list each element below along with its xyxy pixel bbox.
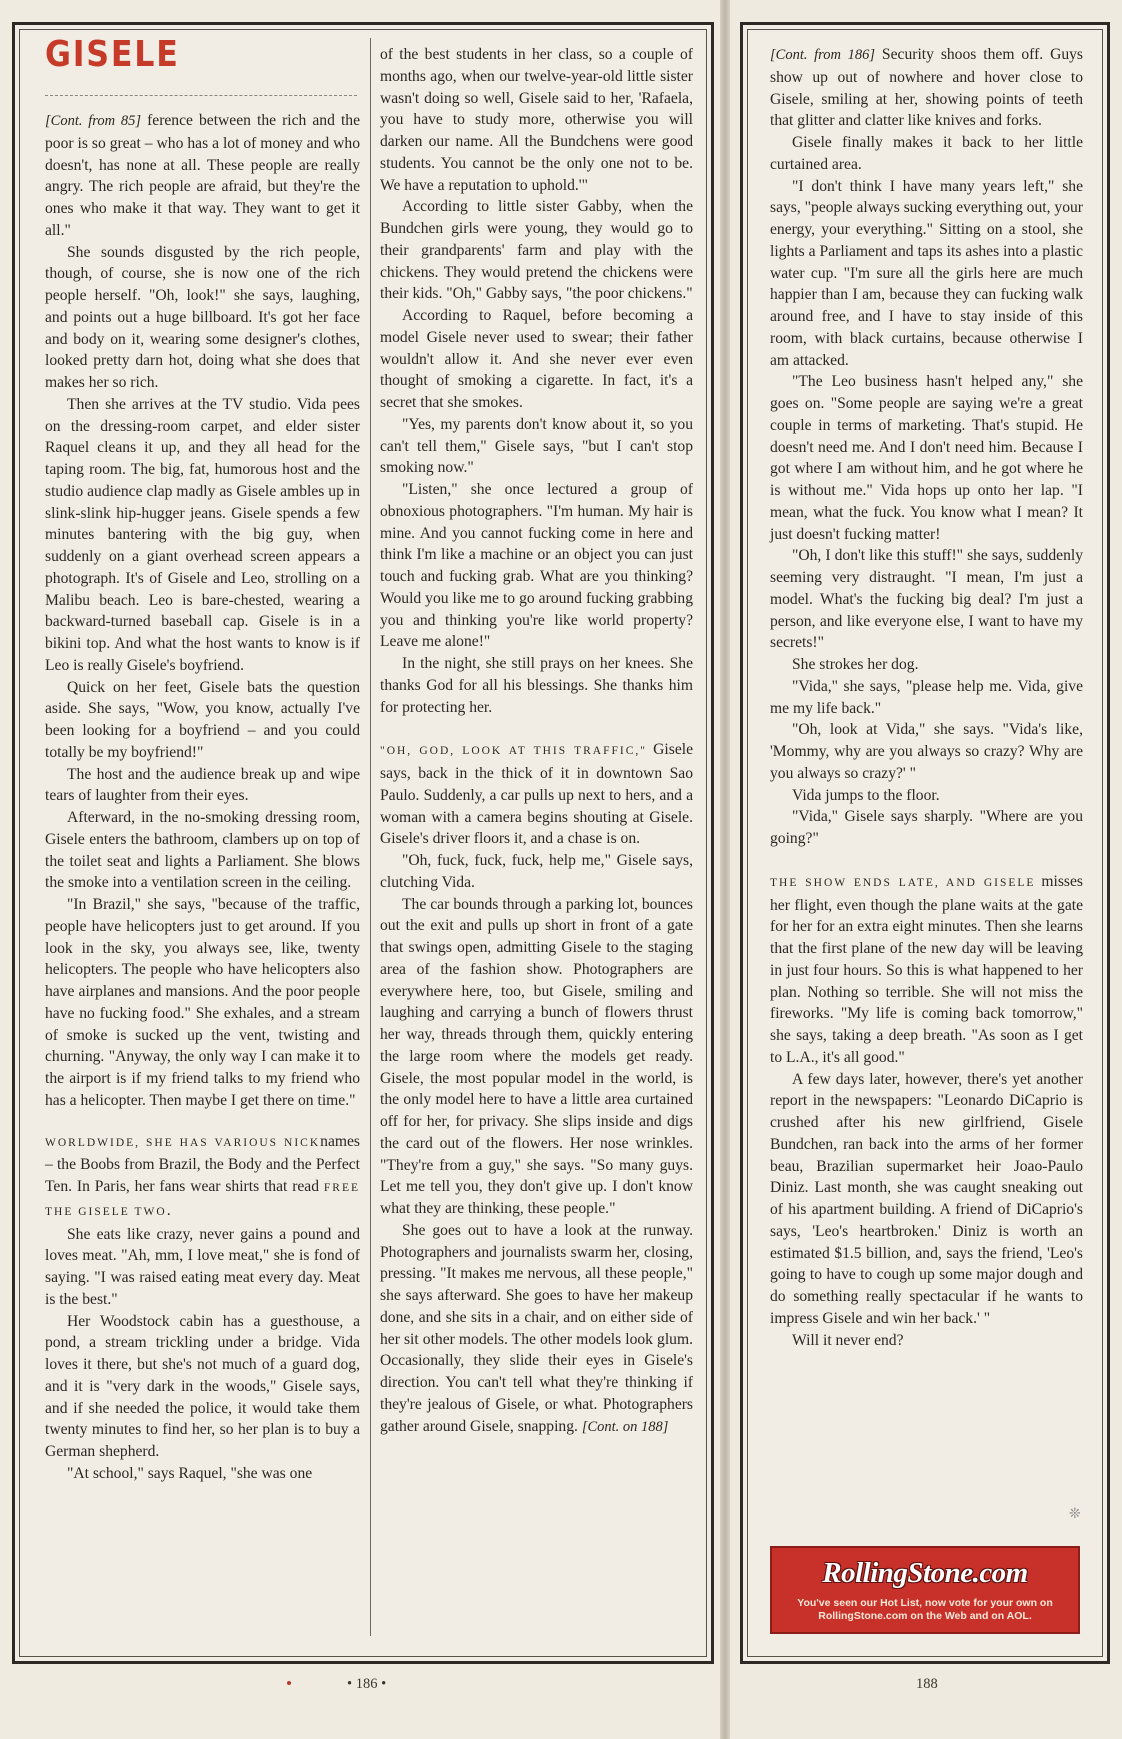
paragraph: According to Raquel, before becoming a model Gisele never used to swear; their father wouldn't allow it. And she never ever even thought of smoking a cigarette. In fact, it's a secret that she smokes. — [380, 307, 693, 411]
continued-from-ref: [Cont. from 85] — [45, 113, 142, 129]
paragraph: Will it never end? — [792, 1331, 904, 1349]
rollingstone-logo: RollingStone.com — [822, 1557, 1028, 1589]
paragraph-text: Gisele says, back in the thick of it in downtown Sao Paulo. Suddenly, a car pulls up next to hers, and a woman with a camera begins shouting at Gisele. Gisele's driver floors it, and a chase is on. — [380, 741, 693, 848]
paragraph: "Oh, look at Vida," she says. "Vida's like, 'Mommy, why are you always so crazy? Why are you always so crazy?' " — [770, 721, 1083, 782]
shirt-slogan: FREE THE GISELE TWO — [45, 1182, 360, 1218]
continued-on-ref: [Cont. on 188] — [581, 1418, 669, 1435]
paragraph: The car bounds through a parking lot, bounces out the exit and pulls up short in front of a gate that swings open, admitting Gisele to the staging area of the fashion show. Photographers are everywhere here, too, but Gisele, smiling and laughing and carrying a bunch of flowers thrust her way, threads through them, quickly entering the large room where the models get ready. Gisele, the most popular model in the world, is the only model here to have a little area curtained off for her, for privacy. She slips inside and digs the card out of the flowers. Her nose wrinkles. "They're from a guy," she says. "So many guys. Let me tell you, they don't give up. I don't know what they are thinking, these people." — [380, 895, 693, 1217]
paragraph: She strokes her dog. — [792, 656, 919, 673]
paragraph: "Oh, fuck, fuck, fuck, help me," Gisele says, clutching Vida. — [380, 852, 693, 891]
paragraph: of the best students in her class, so a couple of months ago, when our twelve-year-old little sister wasn't doing so well, Gisele said to her, 'Rafaela, you have to study more, otherwise you will darken our name. All the Bundchens were good students. You cannot be the only one not to be. We have a reputation to uphold.'" — [380, 46, 693, 194]
article-column-3 — [770, 44, 1083, 1351]
rollingstone-ad-banner[interactable] — [770, 1546, 1080, 1634]
paragraph: "I don't think I have many years left," she says, "people always sucking everything out, your energy, your everything." Sitting on a stool, she lights a Parliament and taps its ashes into a plastic water cup. "I'm sure all the girls here are much happier than I am, because they can fucking walk around free, and I have to stay inside of this room, with black curtains, because otherwise I am attacked. — [770, 177, 1083, 369]
paragraph: Gisele finally makes it back to her little curtained area. — [770, 134, 1083, 173]
paragraph: Afterward, in the no-smoking dressing room, Gisele enters the bathroom, clambers up on top of the toilet seat and lights a Parliament. She blows the smoke into a ventilation screen in the ceiling. — [45, 809, 360, 892]
paragraph — [45, 110, 360, 242]
paragraph: She eats like crazy, never gains a pound and loves meat. "Ah, mm, I love meat," she is fond of saying. "I was raised eating meat every day. Meat is the best." — [45, 1225, 360, 1308]
paragraph-text: Security shoos them off. Guys show up out of nowhere and hover close to Gisele, smiling at her, showing points of teeth that glitter and clatter like knives and forks. — [770, 46, 1084, 130]
paragraph: She sounds disgusted by the rich people, though, of course, she is now one of the rich people herself. "Oh, look!" she says, laughing, and points out a huge billboard. It's got her face and body on it, wearing some designer's clothes, looked pretty darn hot, doing what she does that makes her so rich. — [45, 243, 360, 391]
paragraph: According to little sister Gabby, when the Bundchen girls were young, they would go to their grandparents' farm and play with the chickens. They would pretend the chickens were their kids. "Oh," Gabby says, "the poor chickens." — [380, 198, 693, 303]
paragraph: In the night, she still prays on her knees. She thanks God for all his blessings. She thanks him for protecting her. — [380, 655, 693, 716]
paragraph: Then she arrives at the TV studio. Vida pees on the dressing-room carpet, and elder sister Raquel cleans it up, and they all head for the taping room. The big, fat, humorous host and the studio audience clap madly as Gisele ambles up in slink-slink hip-hugger jeans. Gisele spends a few minutes bantering with the big guy, when suddenly on a giant overhead screen appears a photograph. It's of Gisele and Leo, strolling on a Malibu beach. Leo is bare-chested, wearing a backward-turned baseball cap. Gisele is in a bikini top. And what the host wants to know is if Leo is really Gisele's boyfriend. — [45, 395, 360, 674]
continued-from-ref: [Cont. from 186] — [770, 47, 876, 63]
paragraph: "At school," says Raquel, "she was one — [67, 1464, 313, 1482]
ad-tagline: You've seen our Hot List, now vote for your own on RollingStone.com on the Web and on AOL. — [797, 1597, 1053, 1622]
article-column-2 — [380, 44, 693, 1438]
article-title: GISELE — [45, 34, 180, 75]
page-number-left: • 186 • — [347, 1676, 387, 1692]
section-break-paragraph — [770, 871, 1083, 1069]
section-lead-in: WORLDWIDE, SHE HAS VARIOUS NICK — [45, 1136, 321, 1149]
paragraph: "Yes, my parents don't know about it, so you can't tell them," Gisele says, "but I can't stop smoking now." — [380, 415, 693, 477]
section-break-paragraph — [45, 1131, 360, 1224]
page-gutter — [720, 0, 730, 1739]
end-mark-icon: ❊ — [1069, 1506, 1081, 1522]
paragraph: "Vida," she says, "please help me. Vida, give me my life back." — [770, 677, 1083, 717]
section-lead-in: "OH, GOD, LOOK AT THIS TRAFFIC," — [380, 745, 647, 758]
paragraph: A few days later, however, there's yet another report in the newspapers: "Leonardo DiCaprio is crushed after his new girlfriend, Gisele Bundchen, ran back into the arms of her former beau, Brazilian supermarket heir Joao-Paulo Diniz. Last month, she was caught sneaking out of his apartment building. A friend of DiCaprio's says, 'Leo's heartbroken.' Diniz is worth an estimated $1.5 billion, and, says the friend, 'Leo's going to have to cough up some major dough and do something really spectacular if he wants to impress Gisele and win her back.' " — [770, 1070, 1083, 1327]
paragraph: "In Brazil," she says, "because of the traffic, people have helicopters just to get around. If you look in the sky, you always see, like, twenty helicopters. The people who have helicopters also have airplanes and mansions. And the poor people have no fucking food." She exhales, and a stream of smoke is sucked up the vent, twisting and churning. "Anyway, the only way I can make it to the airport is if my friend talks to my friend who has a helicopter. Then maybe I get there on time." — [45, 896, 360, 1109]
page-number-right: 188 — [916, 1676, 938, 1692]
paragraph-text: She goes out to have a look at the runway. Photographers and journalists swarm her, closing, pressing. "It makes me nervous, all these people," she says afterward. She goes to have her makeup done, and she sits in a chair, and on either side of her sit other models. The other models look glum. Occasionally, they slide their eyes in Gisele's direction. You can't tell what they're thinking if they're jealous of Gisele, or what. Photographers gather around Gisele, snapping. — [380, 1221, 693, 1435]
paragraph-text: names – the Boobs from Brazil, the Body and the Perfect Ten. In Paris, her fans wear shirts that read — [45, 1132, 360, 1195]
paragraph: "Listen," she once lectured a group of obnoxious photographers. "I'm human. My hair is mine. And you cannot fucking come in here and think I'm like a machine or an object you can just touch and fucking grab. What are you thinking? Would you like me to go around fucking grabbing you and thinking you're like world property? Leave me alone!" — [380, 481, 693, 651]
paragraph: "Vida," Gisele says sharply. "Where are you going?" — [770, 808, 1083, 847]
column-divider — [370, 38, 371, 1636]
section-break-paragraph — [380, 739, 693, 850]
paragraph: The host and the audience break up and wipe tears of laughter from their eyes. — [45, 765, 360, 805]
paragraph: Quick on her feet, Gisele bats the question aside. She says, "Wow, you know, actually I've been looking for a boyfriend – and you could totally be my boyfriend!" — [45, 678, 360, 761]
paragraph: Vida jumps to the floor. — [792, 786, 940, 804]
paragraph: "The Leo business hasn't helped any," she goes on. "Some people are saying we're a great couple in terms of marketing. That's stupid. He doesn't need me. And I don't need him. Because I got where I am without him, and he got where he is without me." Vida hops up onto her lap. "I mean, what the fuck. You know what I mean? It just doesn't fucking matter! — [770, 373, 1083, 543]
paragraph — [770, 44, 1083, 132]
paragraph: Her Woodstock cabin has a guesthouse, a pond, a stream trickling under a bridge. Vida loves it there, but she's not much of a guard dog, and it is "very dark in the woods," Gisele says, and if she needed the police, it would take them twenty minutes to find her, so her plan is to buy a German shepherd. — [45, 1312, 360, 1460]
paragraph-text: ference between the rich and the poor is so great – who has a lot of money and who doesn't, has none at all. These people are really angry. The rich people are afraid, but they're the ones who make it that way. They want to get it all." — [45, 112, 361, 239]
title-rule — [45, 95, 357, 96]
paragraph — [380, 1220, 693, 1439]
bullet-dot-icon — [287, 1681, 291, 1685]
paragraph-text: misses her flight, even though the plane waits at the gate for her for an extra eight minutes. Then she learns that the first plane of the new day will be leaving in just four hours. So this is what happened to her plan. Nothing so terrible. She will not miss the fireworks. "My life is coming back tomorrow," she says, taking a deep breath. "As soon as I get to L.A., it's all good." — [770, 872, 1083, 1066]
punctuation: . — [166, 1201, 171, 1219]
section-lead-in: THE SHOW ENDS LATE, AND GISELE — [770, 876, 1036, 889]
article-column-1 — [45, 110, 360, 1485]
paragraph: "Oh, I don't like this stuff!" she says, suddenly seeming very distraught. "I mean, I'm just a model. What's the fucking big deal? I'm just a person, and like everyone else, I want to have my secrets!" — [770, 547, 1083, 652]
